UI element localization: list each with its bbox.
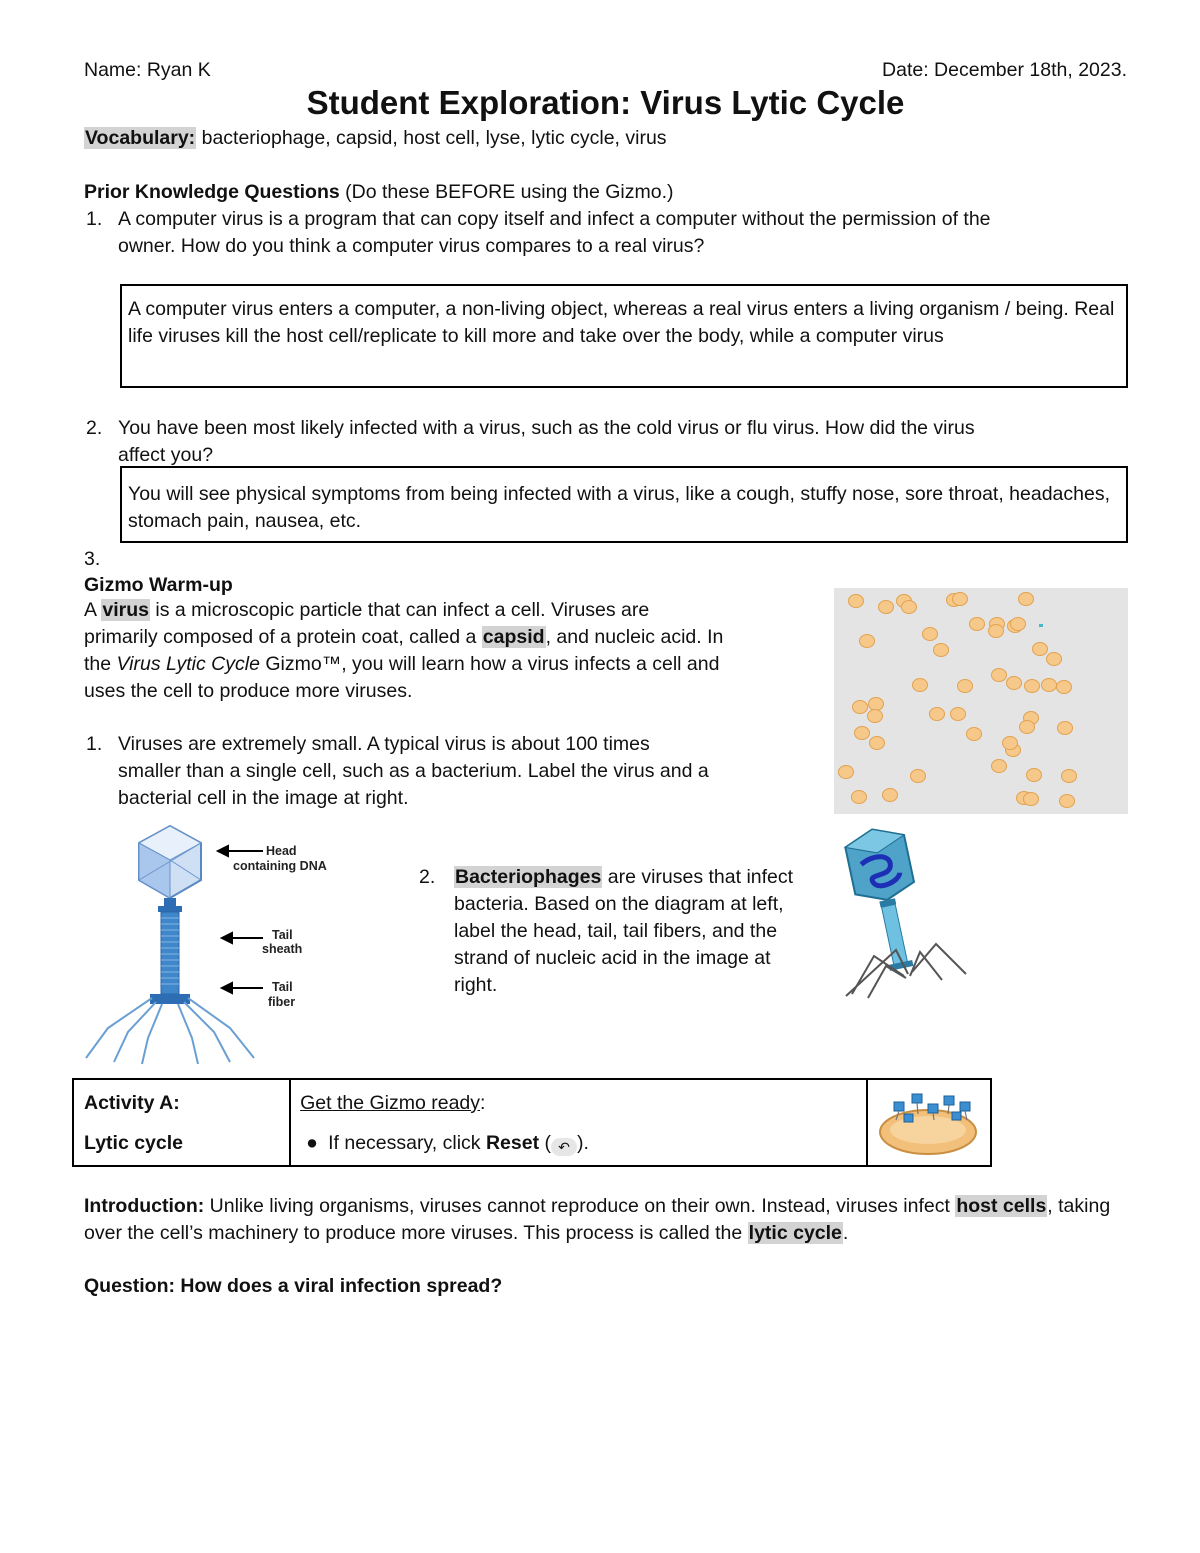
cells-svg	[834, 588, 1128, 814]
text: are viruses that infect bacteria. Based on the diagram at left, label the head, tail, tail fibers, and the strand of nucleic acid in the image at right.	[454, 866, 794, 996]
bacterial-cell	[883, 789, 898, 802]
prior-question-2-line-2: affect you?	[118, 444, 214, 466]
label-tail: Tail	[272, 928, 293, 942]
text: Unlike living organisms, viruses cannot reproduce on their own. Instead, viruses infect	[204, 1195, 956, 1217]
bacterial-cell	[853, 701, 868, 714]
bacterial-cell	[967, 728, 982, 741]
term-lytic-cycle: lytic cycle	[748, 1222, 842, 1244]
bacterial-cell	[1062, 770, 1077, 783]
prior-knowledge-note: (Do these BEFORE using the Gizmo.)	[339, 181, 674, 203]
bacterial-cell	[989, 625, 1004, 638]
text: (	[539, 1132, 552, 1154]
bacterial-cell	[930, 708, 945, 721]
prior-question-1-line-2: owner. How do you think a computer virus compares to a real virus?	[118, 235, 705, 257]
bacterial-cell	[1024, 793, 1039, 806]
label-head-sub: containing DNA	[233, 859, 327, 873]
term-virus: virus	[102, 599, 149, 621]
lytic-thumbnail-image	[868, 1080, 990, 1160]
bacterial-cell	[1057, 681, 1072, 694]
bacteriophage-diagram	[78, 818, 358, 1066]
bacterial-cell	[913, 679, 928, 692]
bacteriophage-diagram-svg	[78, 818, 358, 1066]
bacterial-cell	[958, 680, 973, 693]
worksheet-date: Date: December 18th, 2023.	[882, 59, 1127, 81]
cells-image	[834, 588, 1128, 814]
text: Gizmo™, you will learn how a virus infects a cell and uses the cell to produce more viruses.	[84, 653, 720, 702]
bacterial-cell	[970, 618, 985, 631]
text: :	[480, 1092, 486, 1114]
bacterial-cell	[855, 727, 870, 740]
term-bacteriophages: Bacteriophages	[455, 866, 602, 888]
bacterial-cell	[1020, 721, 1035, 734]
virus-particle	[1039, 624, 1043, 627]
question-number: 1.	[86, 733, 103, 755]
vocabulary-terms: bacteriophage, capsid, host cell, lyse, lytic cycle, virus	[196, 127, 667, 149]
bacterial-cell	[934, 644, 949, 657]
question-number: 2.	[86, 417, 103, 439]
vocabulary-line	[84, 125, 667, 152]
bacterial-cell	[911, 770, 926, 783]
bacterial-cell	[902, 601, 917, 614]
phage-model-image	[838, 826, 978, 1001]
bacterial-cell	[1019, 593, 1034, 606]
bacterial-cell	[860, 635, 875, 648]
question-number: 3.	[84, 548, 101, 570]
bacterial-cell	[849, 595, 864, 608]
activity-image-cell	[867, 1079, 991, 1166]
bacterial-cell	[1058, 722, 1073, 735]
reset-icon[interactable]: ↶	[551, 1138, 577, 1156]
label-head: Head	[266, 844, 297, 858]
bacterial-cell	[1047, 653, 1062, 666]
text: , taking over the cell’s machinery to produce more viruses. This process is called the	[84, 1195, 1111, 1244]
text: ).	[577, 1132, 589, 1154]
main-question: Question: How does a viral infection spread?	[84, 1275, 503, 1297]
warmup-question-2	[454, 864, 794, 999]
term-host-cells: host cells	[956, 1195, 1047, 1217]
bacterial-cell	[868, 710, 883, 723]
student-name: Name: Ryan K	[84, 59, 211, 81]
prior-question-1-line-1: A computer virus is a program that can copy itself and infect a computer without the permission of the	[118, 208, 991, 230]
activity-label: Activity A:	[84, 1092, 180, 1114]
bacterial-cell	[1042, 679, 1057, 692]
activity-subtitle: Lytic cycle	[84, 1132, 184, 1154]
bacterial-cell	[1003, 737, 1018, 750]
warmup-heading: Gizmo Warm-up	[84, 574, 233, 596]
setup-bullet	[300, 1130, 866, 1156]
bacterial-cell	[951, 708, 966, 721]
activity-table	[72, 1078, 992, 1167]
setup-line	[300, 1090, 866, 1116]
bacterial-cell	[992, 760, 1007, 773]
setup-heading: Get the Gizmo ready	[300, 1092, 481, 1114]
prior-question-2-line-1: You have been most likely infected with a virus, such as the cold virus or flu virus. How did the virus	[118, 417, 975, 439]
answer-box-1[interactable]: A computer virus enters a computer, a non-living object, whereas a real virus enters a living organism / being. Real life viruses kill the host cell/replicate to kill more and take over the body, while a computer virus	[120, 284, 1128, 388]
text: , and nucleic acid. In the	[84, 626, 724, 675]
warmup-paragraph	[84, 597, 724, 705]
bacterial-cell	[923, 628, 938, 641]
introduction-label: Introduction:	[84, 1195, 205, 1217]
text: A	[84, 599, 102, 621]
label-fiber: Tail	[272, 980, 293, 994]
bacterial-cell	[1027, 769, 1042, 782]
gizmo-name: Virus Lytic Cycle	[116, 653, 260, 675]
prior-knowledge-heading-line	[84, 179, 674, 206]
page-title: Student Exploration: Virus Lytic Cycle	[306, 84, 905, 121]
text: is a microscopic particle that can infect a cell. Viruses are primarily composed of a protein coat, called a	[84, 599, 650, 648]
bacterial-cell	[879, 601, 894, 614]
question-number: 2.	[419, 866, 436, 888]
activity-label-cell	[73, 1079, 290, 1166]
bacterial-cell	[1011, 618, 1026, 631]
introduction-paragraph	[84, 1193, 1114, 1247]
answer-box-2[interactable]: You will see physical symptoms from being infected with a virus, like a cough, stuffy nose, sore throat, headaches, stomach pain, nausea, etc.	[120, 466, 1128, 543]
bacterial-cell	[992, 669, 1007, 682]
text: If necessary, click	[328, 1132, 486, 1154]
bacterial-cell	[852, 791, 867, 804]
bacterial-cell	[869, 698, 884, 711]
reset-label: Reset	[485, 1132, 540, 1154]
bullet-icon: ●	[306, 1132, 318, 1154]
label-tail-sub: sheath	[262, 942, 303, 956]
bacterial-cell	[953, 593, 968, 606]
bacterial-cell	[839, 766, 854, 779]
vocabulary-label: Vocabulary:	[85, 127, 196, 149]
phage-model-svg	[838, 826, 978, 1001]
bacterial-cell	[870, 737, 885, 750]
prior-knowledge-heading: Prior Knowledge Questions	[84, 181, 340, 203]
label-fiber-sub: fiber	[268, 995, 296, 1009]
question-number: 1.	[86, 208, 103, 230]
bacterial-cell	[1033, 643, 1048, 656]
activity-setup-cell	[290, 1079, 867, 1166]
bacterial-cell	[1007, 677, 1022, 690]
text: .	[842, 1222, 849, 1244]
bacterial-cell	[1025, 680, 1040, 693]
bacterial-cell	[1060, 795, 1075, 808]
term-capsid: capsid	[482, 626, 545, 648]
warmup-question-1: Viruses are extremely small. A typical virus is about 100 times smaller than a single cell, such as a bacterium. Label the virus and a bacterial cell in the image at right.	[118, 733, 709, 809]
